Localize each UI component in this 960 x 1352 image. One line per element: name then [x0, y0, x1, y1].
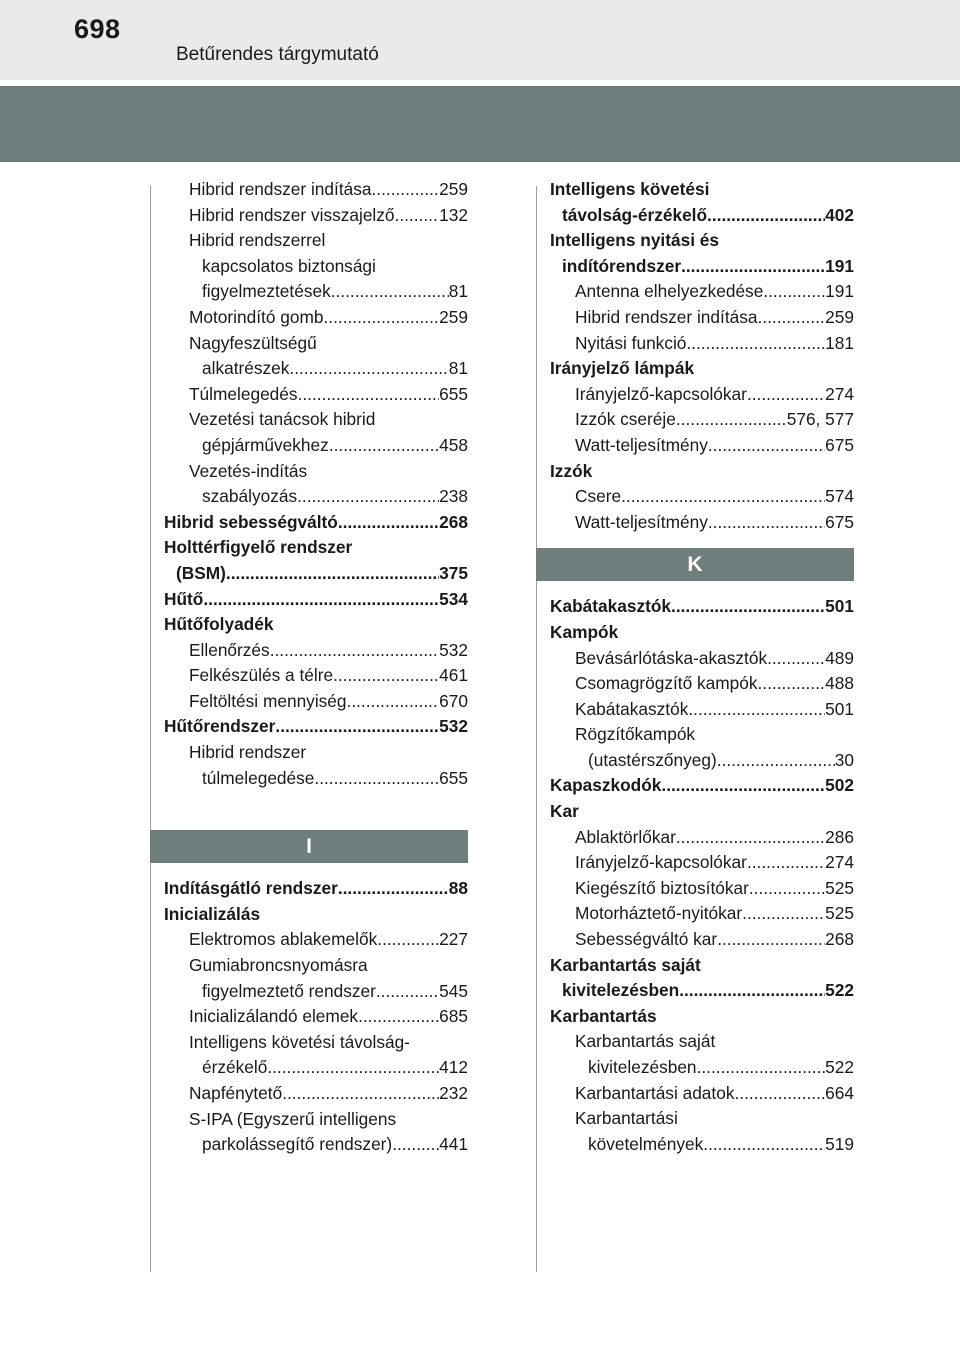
entry-label: Motorindító gomb [189, 306, 324, 327]
dot-leader [377, 927, 439, 953]
entry-label: Karbantartás saját [550, 954, 701, 975]
entry-label: alkatrészek [202, 358, 290, 379]
entry-page-number: 675 [825, 434, 854, 455]
dot-leader [697, 1055, 826, 1081]
entry-label: Kabátakasztók [550, 596, 672, 617]
entry-label: Gumiabroncsnyomásra [189, 955, 368, 976]
page-number: 698 [74, 14, 121, 44]
index-entry [536, 228, 854, 254]
index-entry [150, 356, 468, 382]
entry-page-number: 227 [439, 929, 468, 950]
index-entry [536, 433, 854, 459]
dot-leader [314, 766, 439, 792]
entry-page-number: 268 [439, 511, 468, 532]
index-entry [150, 927, 468, 953]
index-entry [150, 459, 468, 485]
entry-label: Irányjelző-kapcsolókar [575, 383, 747, 404]
entry-page-number: 685 [439, 1006, 468, 1027]
entry-label: Vezetés-indítás [189, 460, 308, 481]
dot-leader [338, 876, 449, 902]
dot-leader [297, 484, 439, 510]
index-entry [150, 535, 468, 561]
entry-label: Csere [575, 486, 622, 507]
entry-page-number: 81 [448, 281, 468, 302]
entry-page-number: 655 [439, 383, 468, 404]
index-entry [150, 689, 468, 715]
entry-label: Kiegészítő biztosítókar [575, 877, 749, 898]
index-entry [536, 799, 854, 825]
index-entry [536, 1106, 854, 1132]
section-title: Betűrendes tárgymutató [176, 44, 379, 65]
entry-label: Intelligens követési [550, 179, 710, 199]
entry-label: Ablaktörlőkar [575, 826, 676, 847]
entry-label: kapcsolatos biztonsági [202, 255, 376, 276]
entry-page-number: 441 [439, 1134, 468, 1155]
index-entry [536, 978, 854, 1004]
letter-heading: K [536, 548, 854, 581]
entry-page-number: 675 [825, 511, 854, 532]
index-entry [150, 382, 468, 408]
index-entry [536, 331, 854, 357]
entry-page-number: 268 [825, 929, 854, 950]
entry-page-number: 534 [439, 588, 468, 609]
dot-leader [742, 901, 825, 927]
entry-page-number: 576, 577 [786, 409, 854, 430]
entry-page-number: 522 [825, 1057, 854, 1077]
index-entry [536, 510, 854, 536]
entry-label: Nagyfeszültségű [189, 332, 317, 353]
entry-page-number: 274 [825, 852, 854, 873]
dot-leader [717, 927, 825, 953]
entry-label: Watt-teljesítmény [575, 434, 708, 455]
entry-label: kivitelezésben [588, 1057, 697, 1077]
entry-page-number: 259 [439, 306, 468, 327]
index-entry [536, 305, 854, 331]
index-entry [150, 510, 468, 536]
entry-page-number: 181 [825, 332, 854, 353]
dot-leader [686, 331, 825, 357]
entry-label: Inicializálás [164, 903, 261, 924]
entry-label: Hibrid rendszer visszajelző [189, 204, 395, 225]
entry-page-number: 191 [825, 281, 854, 302]
entry-page-number: 670 [439, 690, 468, 711]
index-entry [150, 331, 468, 357]
dot-leader [707, 203, 825, 229]
index-entry [536, 953, 854, 979]
index-entry [150, 663, 468, 689]
index-entry [150, 740, 468, 766]
entry-page-number: 488 [825, 673, 854, 694]
index-entry [536, 459, 854, 485]
entry-label: Karbantartás [550, 1005, 657, 1026]
index-entry [150, 714, 468, 740]
entry-page-number: 458 [439, 434, 468, 455]
entry-label: Csomagrögzítő kampók [575, 673, 758, 694]
index-entry [150, 766, 468, 792]
index-entry [536, 671, 854, 697]
entry-label: Hibrid rendszer [189, 742, 307, 763]
entry-page-number: 501 [825, 596, 854, 617]
entry-label: Hibrid sebességváltó [164, 511, 338, 532]
entry-label: távolság-érzékelő [562, 204, 708, 225]
entry-label: Feltöltési mennyiség [189, 690, 347, 711]
dot-leader [758, 305, 826, 331]
entry-label: Hűtőrendszer [164, 716, 276, 737]
dot-leader [747, 850, 825, 876]
index-entry [536, 876, 854, 902]
entry-page-number: 375 [439, 562, 468, 583]
index-entry [536, 825, 854, 851]
entry-label: Nyitási funkció [575, 332, 687, 353]
entry-label: Irányjelző lámpák [550, 358, 695, 379]
dot-leader [331, 279, 449, 305]
entry-label: Napfénytető [189, 1083, 283, 1103]
dot-leader [289, 356, 448, 382]
index-entry [536, 646, 854, 672]
entry-label: Kabátakasztók [575, 698, 689, 719]
letter-heading: I [150, 830, 468, 863]
index-entry [536, 1004, 854, 1030]
index-entry [150, 1055, 468, 1081]
index-entry [536, 773, 854, 799]
entry-label: Hibrid rendszer indítása [189, 179, 372, 199]
entry-label: Motorháztető-nyitókar [575, 903, 743, 924]
entry-label: érzékelő [202, 1057, 268, 1078]
entry-label: Karbantartás saját [575, 1031, 716, 1052]
dot-leader [267, 1055, 439, 1081]
entry-page-number: 489 [825, 647, 854, 668]
entry-label: Hibrid rendszer indítása [575, 306, 758, 327]
entry-page-number: 274 [825, 383, 854, 404]
dot-leader [376, 979, 439, 1005]
dot-leader [717, 748, 835, 774]
entry-label: (utastérszőnyeg) [588, 749, 717, 770]
dot-leader [275, 714, 439, 740]
dot-leader [747, 382, 825, 408]
index-entry [150, 279, 468, 305]
entry-page-number: 519 [825, 1133, 854, 1154]
entry-label: Hibrid rendszerrel [189, 230, 326, 251]
dot-leader [621, 484, 825, 510]
entry-label: gépjárművekhez [202, 434, 329, 455]
entry-page-number: 664 [825, 1082, 854, 1103]
index-entry [150, 177, 468, 203]
dot-leader [270, 638, 439, 664]
index-entry [150, 953, 468, 979]
dot-leader [671, 594, 825, 620]
entry-label: figyelmeztető rendszer [202, 980, 376, 1001]
index-entry [150, 1107, 468, 1133]
dot-leader [708, 433, 825, 459]
dot-leader [767, 646, 825, 672]
index-entry [536, 620, 854, 646]
index-entry [150, 902, 468, 928]
entry-label: Vezetési tanácsok hibrid [189, 409, 376, 430]
entry-label: szabályozás [202, 486, 298, 507]
entry-label: Ellenőrzés [189, 639, 270, 660]
header-band [0, 86, 960, 162]
index-entry [150, 433, 468, 459]
dot-leader [392, 1132, 439, 1158]
entry-label: parkolássegítő rendszer) [202, 1134, 393, 1155]
entry-label: Kapaszkodók [550, 775, 662, 796]
index-entry [150, 876, 468, 902]
entry-label: Izzók [550, 460, 593, 481]
dot-leader [298, 382, 440, 408]
entry-label: Antenna elhelyezkedése [575, 281, 764, 302]
header-bar [0, 0, 960, 80]
entry-page-number: 259 [825, 306, 854, 327]
dot-leader [203, 587, 439, 613]
entry-label: Karbantartási [575, 1108, 678, 1129]
index-entry [536, 177, 854, 203]
entry-page-number: 501 [825, 698, 854, 719]
dot-leader [708, 510, 825, 536]
entry-page-number: 525 [825, 877, 854, 898]
dot-leader [679, 978, 825, 1004]
entry-label: Hűtőfolyadék [164, 614, 274, 635]
entry-label: Izzók cseréje [575, 409, 676, 430]
entry-page-number: 525 [825, 903, 854, 924]
dot-leader [703, 1132, 825, 1158]
index-entry [150, 203, 468, 229]
dot-leader [226, 561, 439, 587]
entry-label: indítórendszer [562, 255, 682, 276]
entry-label: (BSM) [176, 562, 226, 583]
entry-page-number: 191 [825, 255, 854, 276]
index-column-right [536, 177, 854, 1157]
index-entry [536, 1055, 854, 1081]
entry-page-number: 522 [825, 980, 854, 1001]
dot-leader [661, 773, 825, 799]
index-entry [536, 203, 854, 229]
index-entry [150, 587, 468, 613]
entry-label: Elektromos ablakemelők [189, 929, 378, 950]
index-entry [536, 697, 854, 723]
entry-label: Holttérfigyelő rendszer [164, 537, 353, 558]
entry-page-number: 259 [439, 179, 468, 199]
dot-leader [347, 689, 440, 715]
dot-leader [282, 1081, 439, 1107]
index-entry [536, 382, 854, 408]
entry-label: Túlmelegedés [189, 383, 298, 404]
entry-label: Indításgátló rendszer [164, 878, 338, 899]
dot-leader [763, 279, 825, 305]
entry-page-number: 132 [439, 204, 468, 225]
index-entry [150, 561, 468, 587]
entry-page-number: 238 [439, 486, 468, 507]
entry-label: S-IPA (Egyszerű intelligens [189, 1108, 397, 1129]
entry-label: követelmények [588, 1133, 704, 1154]
index-entry [150, 612, 468, 638]
index-entry [536, 1132, 854, 1158]
index-entry [150, 1132, 468, 1158]
entry-label: túlmelegedése [202, 767, 315, 788]
index-entry [150, 979, 468, 1005]
index-entry [150, 1030, 468, 1056]
entry-label: Inicializálandó elemek [189, 1006, 359, 1027]
index-entry [150, 1004, 468, 1030]
dot-leader [323, 305, 439, 331]
entry-page-number: 574 [825, 486, 854, 507]
dot-leader [749, 876, 825, 902]
index-entry [150, 305, 468, 331]
dot-leader [676, 407, 787, 433]
entry-page-number: 30 [834, 749, 854, 770]
index-entry [536, 1081, 854, 1107]
entry-label: Sebességváltó kar [575, 929, 718, 950]
index-entry [536, 1029, 854, 1055]
index-entry [536, 901, 854, 927]
dot-leader [395, 203, 440, 229]
dot-leader [329, 433, 439, 459]
index-entry [150, 638, 468, 664]
entry-page-number: 286 [825, 826, 854, 847]
index-entry [536, 927, 854, 953]
index-entry [536, 748, 854, 774]
entry-label: Irányjelző-kapcsolókar [575, 852, 747, 873]
entry-label: Kar [550, 801, 579, 822]
index-entry [150, 254, 468, 280]
entry-page-number: 545 [439, 980, 468, 1001]
entry-page-number: 81 [448, 358, 468, 379]
entry-label: Intelligens nyitási és [550, 230, 720, 251]
index-entry [536, 407, 854, 433]
entry-page-number: 532 [439, 639, 468, 660]
dot-leader [758, 671, 826, 697]
entry-page-number: 461 [439, 665, 468, 686]
dot-leader [681, 254, 825, 280]
index-entry [536, 484, 854, 510]
entry-page-number: 232 [439, 1083, 468, 1103]
entry-label: Watt-teljesítmény [575, 511, 708, 532]
index-entry [536, 722, 854, 748]
index-entry [150, 228, 468, 254]
entry-label: figyelmeztetések [202, 281, 331, 302]
dot-leader [338, 510, 439, 536]
dot-leader [358, 1004, 439, 1030]
entry-page-number: 502 [825, 775, 854, 796]
entry-label: Karbantartási adatok [575, 1082, 735, 1103]
entry-label: Kampók [550, 621, 619, 642]
dot-leader [372, 177, 440, 203]
entry-label: kivitelezésben [562, 980, 680, 1001]
entry-page-number: 532 [439, 716, 468, 737]
index-entry [536, 254, 854, 280]
dot-leader [676, 825, 825, 851]
entry-page-number: 88 [448, 878, 468, 899]
index-entry [150, 1081, 468, 1107]
entry-label: Felkészülés a télre [189, 665, 334, 686]
spacer [150, 791, 468, 817]
dot-leader [333, 663, 439, 689]
entry-label: Bevásárlótáska-akasztók [575, 647, 768, 668]
index-column-left [150, 177, 468, 1158]
index-entry [150, 407, 468, 433]
dot-leader [688, 697, 825, 723]
index-entry [536, 279, 854, 305]
entry-label: Intelligens követési távolság- [189, 1031, 410, 1052]
entry-label: Hűtő [164, 588, 204, 609]
dot-leader [734, 1081, 825, 1107]
entry-page-number: 655 [439, 767, 468, 788]
index-entry [150, 484, 468, 510]
entry-page-number: 412 [439, 1057, 468, 1078]
entry-page-number: 402 [825, 204, 854, 225]
index-entry [536, 356, 854, 382]
entry-label: Rögzítőkampók [575, 724, 696, 745]
index-entry [536, 594, 854, 620]
index-entry [536, 850, 854, 876]
